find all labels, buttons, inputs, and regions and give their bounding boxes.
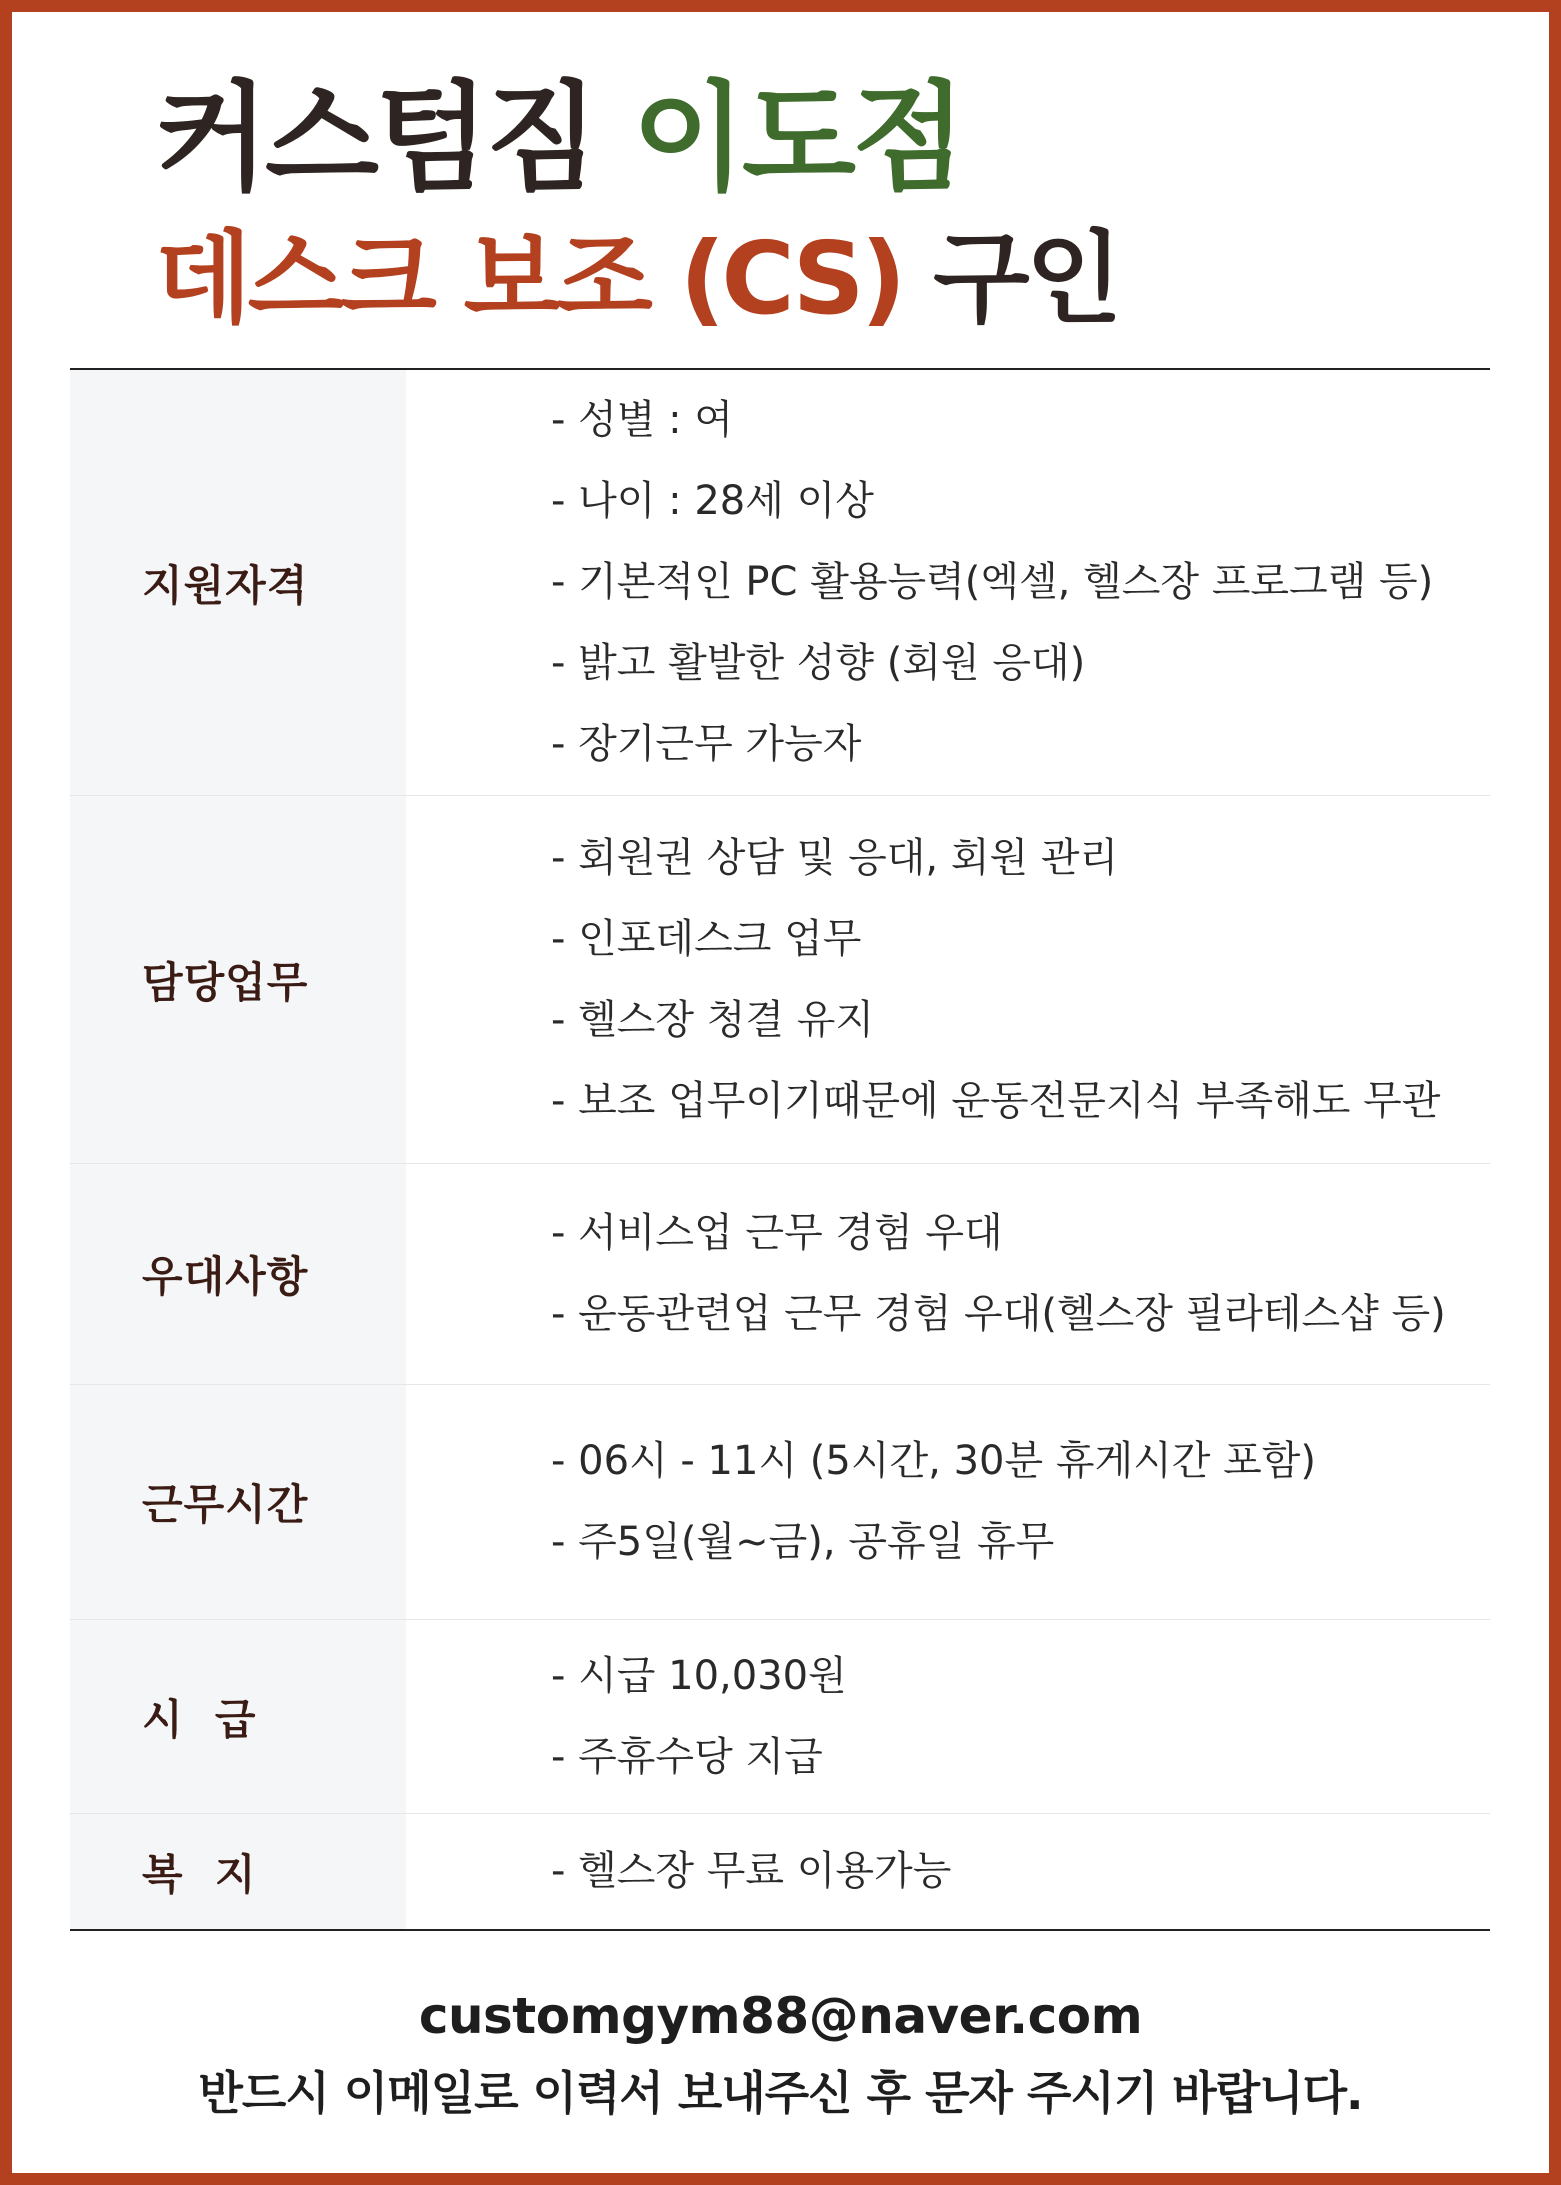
list-item: - 06시 - 11시 (5시간, 30분 휴게시간 포함) [551,1438,1316,1484]
list-item: - 운동관련업 근무 경험 우대(헬스장 필라테스샵 등) [551,1291,1446,1337]
row-content [406,370,1490,795]
list-item: - 헬스장 무료 이용가능 [551,1848,952,1894]
list-item: - 나이 : 28세 이상 [551,478,874,524]
hiring-label: 구인 [933,220,1119,337]
title-line-1 [155,70,1455,206]
contact-footer [0,1980,1561,2134]
poster-title [155,70,1455,351]
list-item: - 주휴수당 지급 [551,1733,823,1780]
row-label: 시 급 [70,1620,406,1813]
list-item: - 밝고 활발한 성향 (회원 응대) [551,640,1086,686]
row-label: 담당업무 [70,796,406,1163]
list-item: - 기본적인 PC 활용능력(엑셀, 헬스장 프로그램 등) [551,559,1434,605]
application-notice: 반드시 이메일로 이력서 보내주신 후 문자 주시기 바랍니다. [198,2066,1363,2120]
position-title: 데스크 보조 (CS) [155,220,903,337]
row-label: 지원자격 [70,370,406,795]
row-content [406,1164,1490,1384]
table-row-qualifications [70,370,1490,796]
row-content [406,1620,1490,1813]
list-item: - 보조 업무이기때문에 운동전문지식 부족해도 무관 [551,1077,1441,1124]
list-item: - 주5일(월~금), 공휴일 휴무 [551,1519,1055,1565]
row-label: 복 지 [70,1814,406,1929]
list-item: - 시급 10,030원 [551,1652,847,1699]
list-item: - 인포데스크 업무 [551,915,862,962]
row-content [406,1814,1490,1929]
list-item: - 회원권 상담 및 응대, 회원 관리 [551,834,1119,881]
list-item: - 성별 : 여 [551,397,733,443]
list-item: - 서비스업 근무 경험 우대 [551,1210,1003,1256]
table-row-work-hours [70,1385,1490,1620]
title-line-2 [155,206,1455,351]
table-row-hourly-wage [70,1620,1490,1814]
row-content [406,796,1490,1163]
list-item: - 장기근무 가능자 [551,721,862,767]
job-details-table [70,368,1490,1931]
branch-name: 이도점 [632,69,963,207]
row-content [406,1385,1490,1619]
table-row-preferences [70,1164,1490,1385]
gym-name: 커스텀짐 [155,69,595,207]
list-item: - 헬스장 청결 유지 [551,996,875,1043]
row-label: 근무시간 [70,1385,406,1619]
table-row-welfare [70,1814,1490,1929]
table-row-duties [70,796,1490,1164]
row-label: 우대사항 [70,1164,406,1384]
contact-email: customgym88@naver.com [418,1987,1143,2045]
